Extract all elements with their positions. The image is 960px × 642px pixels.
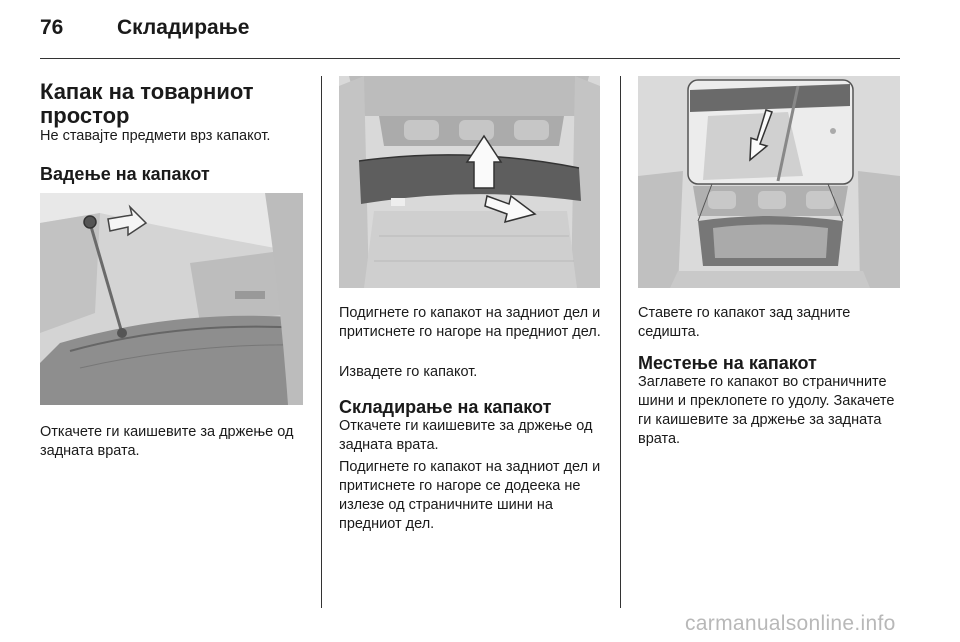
paragraph-lift-until-free: Подигнете го капакот на задниот дел и притиснете го нагоре се додеека не излезе од страничните шини на предниот дел. bbox=[339, 459, 601, 532]
figure-cover-storage bbox=[638, 76, 900, 288]
page-number: 76 bbox=[40, 16, 64, 39]
header-rule bbox=[40, 58, 900, 59]
section-heading: Капак на товарниот простор bbox=[40, 79, 254, 128]
paragraph-place-behind-seats: Ставете го капакот зад задните седишта. bbox=[638, 305, 851, 340]
subheading-removal: Вадење на капакот bbox=[40, 164, 210, 184]
figure-cover-lift bbox=[339, 76, 600, 288]
figure-tailgate-strap bbox=[40, 193, 303, 405]
subheading-installation: Местење на капакот bbox=[638, 353, 817, 373]
intro-text: Не ставајте предмети врз капакот. bbox=[40, 128, 271, 144]
paragraph-install-cover: Заглавете го капакот во страничните шини и преклопете го удолу. Закачете ги каишевите за држење за задната врата. bbox=[638, 374, 895, 447]
paragraph-unhook-straps: Откачете ги каишевите за држење од задната врата. bbox=[339, 418, 593, 453]
watermark: carmanualsonline.info bbox=[685, 612, 896, 635]
subheading-storage: Складирање на капакот bbox=[339, 397, 552, 417]
running-title: Складирање bbox=[117, 16, 250, 39]
column-rule-1 bbox=[321, 76, 322, 608]
paragraph-lift-cover: Подигнете го капакот на задниот дел и притиснете го нагоре на предниот дел. bbox=[339, 305, 601, 340]
paragraph-remove-cover: Извадете го капакот. bbox=[339, 364, 478, 380]
figure-caption: Откачете ги каишевите за држење од задната врата. bbox=[40, 424, 294, 459]
column-rule-2 bbox=[620, 76, 621, 608]
